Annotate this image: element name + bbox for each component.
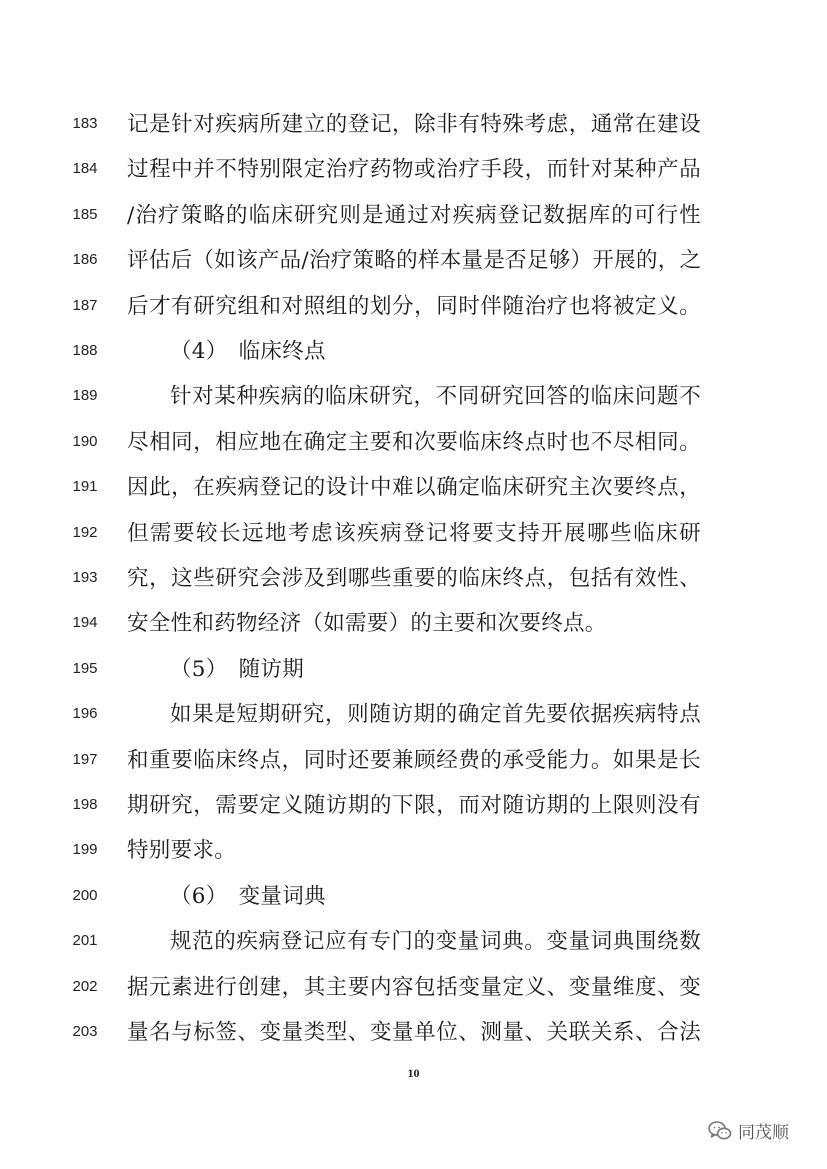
line-text: 过程中并不特别限定治疗药物或治疗手段，而针对某种产品 xyxy=(127,157,701,183)
document-line xyxy=(0,788,827,824)
line-number: 200 xyxy=(72,886,98,904)
document-line xyxy=(0,243,827,279)
document-line xyxy=(0,743,827,779)
line-text: 因此，在疾病登记的设计中难以确定临床研究主次要终点， xyxy=(127,475,701,501)
line-number: 201 xyxy=(72,932,98,950)
line-text: 量名与标签、变量类型、变量单位、测量、关联关系、合法 xyxy=(127,1020,701,1045)
document-line xyxy=(0,879,827,915)
document-line xyxy=(0,379,827,415)
line-number: 196 xyxy=(72,705,98,723)
line-number: 194 xyxy=(72,614,98,632)
line-text: 规范的疾病登记应有专门的变量词典。变量词典围绕数 xyxy=(170,929,701,955)
document-line xyxy=(0,606,827,642)
document-line xyxy=(0,561,827,597)
line-number: 192 xyxy=(72,523,98,541)
line-number: 189 xyxy=(72,387,98,405)
section-heading: （4） 临床终点 xyxy=(170,339,326,364)
document-line xyxy=(0,425,827,461)
line-number: 188 xyxy=(72,342,98,359)
document-line xyxy=(0,1015,827,1051)
line-number: 185 xyxy=(72,205,98,223)
document-line xyxy=(0,152,827,188)
document-line xyxy=(0,970,827,1006)
section-heading: （5） 随访期 xyxy=(170,656,305,682)
document-line xyxy=(0,697,827,733)
document-line xyxy=(0,652,827,688)
line-number: 186 xyxy=(72,251,98,269)
line-number: 187 xyxy=(72,296,98,314)
document-line xyxy=(0,107,827,143)
watermark xyxy=(708,1118,789,1143)
document-line xyxy=(0,198,827,234)
wechat-icon xyxy=(708,1120,732,1142)
line-text: 究，这些研究会涉及到哪些重要的临床终点，包括有效性、 xyxy=(127,566,701,591)
document-line xyxy=(0,289,827,325)
section-heading: （6） 变量词典 xyxy=(170,883,326,909)
line-text: 据元素进行创建，其主要内容包括变量定义、变量维度、变 xyxy=(127,974,701,1000)
line-text: 但需要较长远地考虑该疾病登记将要支持开展哪些临床研 xyxy=(127,520,701,546)
line-number: 202 xyxy=(72,977,98,995)
document-line xyxy=(0,334,827,370)
line-text: 如果是短期研究，则随访期的确定首先要依据疾病特点 xyxy=(170,702,701,728)
line-text: 特别要求。 xyxy=(127,838,237,864)
line-number: 183 xyxy=(72,115,98,132)
watermark-label: 同茂顺 xyxy=(738,1123,789,1143)
line-number: 184 xyxy=(72,160,98,178)
line-text: 针对某种疾病的临床研究，不同研究回答的临床问题不 xyxy=(170,384,701,410)
page-number: 10 xyxy=(407,1066,420,1080)
line-number: 190 xyxy=(72,432,98,450)
line-text: 安全性和药物经济（如需要）的主要和次要终点。 xyxy=(127,611,607,637)
line-text: 后才有研究组和对照组的划分，同时伴随治疗也将被定义。 xyxy=(127,293,701,319)
line-text: 记是针对疾病所建立的登记，除非有特殊考虑，通常在建设 xyxy=(127,112,701,137)
line-number: 198 xyxy=(72,796,98,813)
line-text: 尽相同，相应地在确定主要和次要临床终点时也不尽相同。 xyxy=(127,429,701,455)
line-text: /治疗策略的临床研究则是通过对疾病登记数据库的可行性 xyxy=(127,202,701,228)
line-number: 191 xyxy=(72,478,98,496)
line-number: 193 xyxy=(72,569,98,586)
line-text: 和重要临床终点，同时还要兼顾经费的承受能力。如果是长 xyxy=(127,747,701,773)
document-line xyxy=(0,470,827,506)
document-line xyxy=(0,924,827,960)
document-line xyxy=(0,516,827,552)
line-text: 评估后（如该产品/治疗策略的样本量是否足够）开展的，之 xyxy=(127,248,702,274)
line-number: 197 xyxy=(72,750,98,768)
line-text: 期研究，需要定义随访期的下限，而对随访期的上限则没有 xyxy=(127,793,701,818)
line-number: 199 xyxy=(72,841,98,859)
line-number: 203 xyxy=(72,1023,98,1040)
line-number: 195 xyxy=(72,659,98,677)
document-line xyxy=(0,833,827,869)
